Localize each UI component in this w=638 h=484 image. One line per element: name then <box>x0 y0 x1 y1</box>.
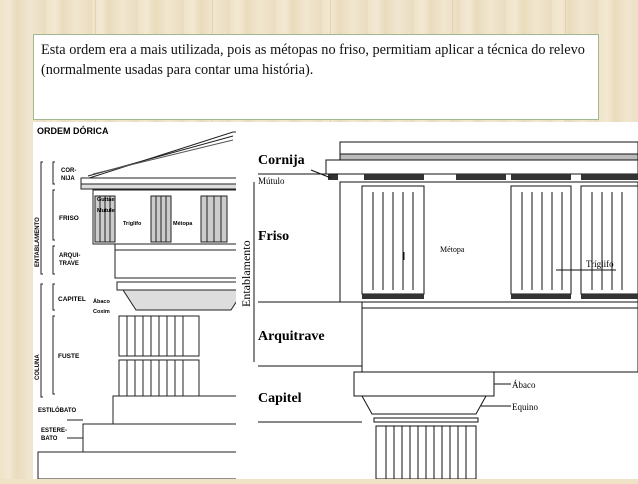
label-abaco: Ábaco <box>93 299 110 305</box>
label-friso: FRISO <box>59 215 79 222</box>
diagram-title: ORDEM DÓRICA <box>37 126 109 136</box>
mutules <box>328 174 638 180</box>
label-estilobato: ESTILÓBATO <box>38 408 77 414</box>
label-equino: Equino <box>512 402 538 412</box>
label-cornija: Cornija <box>258 153 305 168</box>
label-arquitrave: ARQUI- <box>59 253 81 259</box>
label-estereobato: ESTERE- <box>41 428 68 434</box>
slide-text-box <box>33 34 599 120</box>
svg-text:TRAVE: TRAVE <box>59 261 79 267</box>
doric-order-diagram-right <box>236 122 638 479</box>
label-capitel: CAPITEL <box>58 296 86 303</box>
label-mutule: Mutule <box>97 208 115 214</box>
label-metopa: Métopa <box>173 221 193 227</box>
left-triglyphs <box>95 196 227 242</box>
label-capitel: Capitel <box>258 391 302 406</box>
label-coxim: Coxim <box>93 309 110 315</box>
label-entablamento: ENTABLAMENTO <box>35 217 41 267</box>
slide-text: Esta ordem era a mais utilizada, pois as métopas no friso, permitiam aplicar a técnica do relevo (normalmente usadas para contar uma história). <box>41 42 585 78</box>
label-arquitrave: Arquitrave <box>258 329 325 344</box>
label-guttae: Guttae <box>97 197 115 203</box>
label-triglifo: Tríglifo <box>123 221 142 227</box>
doric-order-diagram-left <box>33 122 250 479</box>
label-cornija: COR- <box>61 168 77 174</box>
label-friso: Friso <box>258 229 290 244</box>
svg-text:NIJA: NIJA <box>61 176 75 182</box>
label-mutulo: Mútulo <box>258 176 285 186</box>
label-fuste: FUSTE <box>58 353 80 360</box>
label-metopa: Métopa <box>440 245 465 254</box>
svg-text:BATO: BATO <box>41 436 58 442</box>
label-entablamento: Entablamento <box>239 240 253 307</box>
label-coluna: COLUNA <box>35 354 41 380</box>
label-abaco: Ábaco <box>512 380 536 390</box>
label-triglifo: Tríglifo <box>586 259 614 269</box>
